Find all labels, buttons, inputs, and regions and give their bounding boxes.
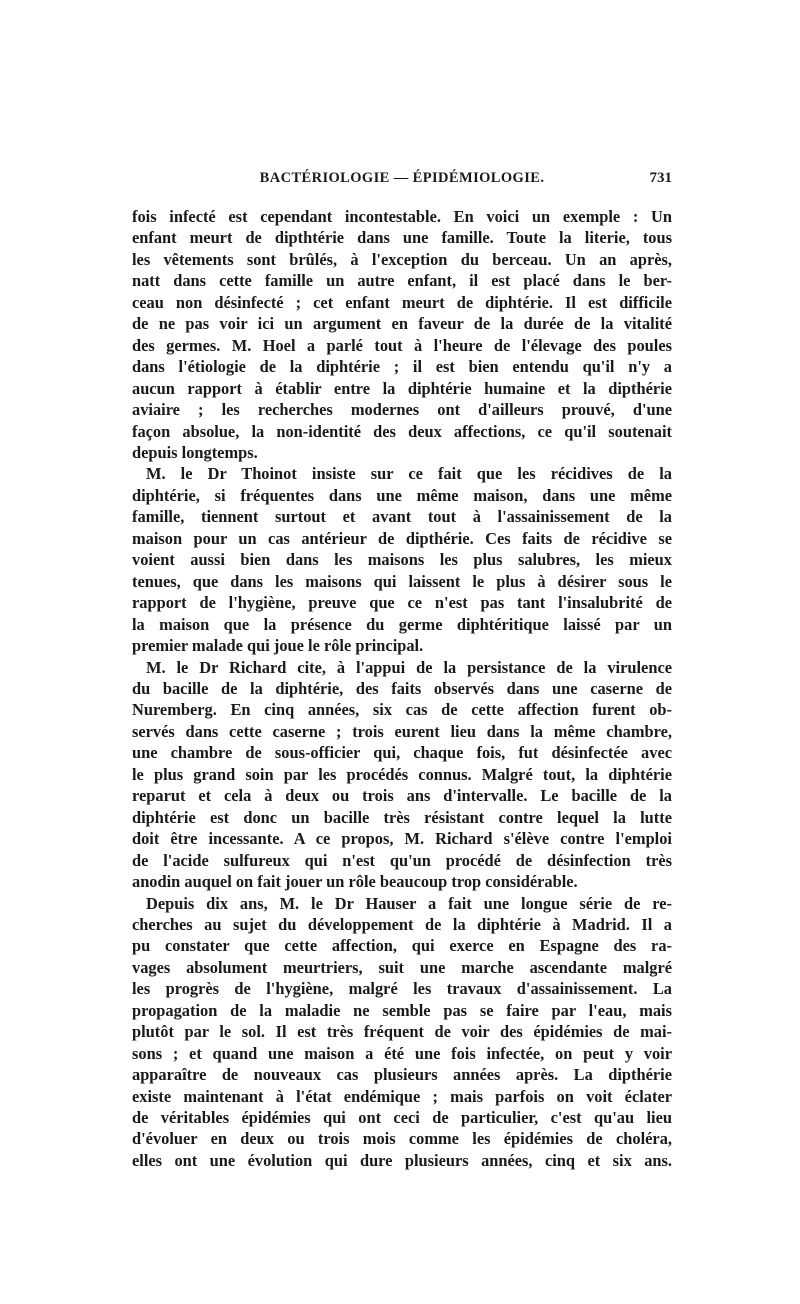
- text-line: famille, tiennent surtout et avant tout à l'assainissement de la: [132, 507, 672, 527]
- text-line: de ne pas voir ici un argument en faveur de la durée de la vitalité: [132, 314, 672, 334]
- text-line: doit être incessante. A ce propos, M. Richard s'élève contre l'emploi: [132, 829, 672, 849]
- text-line: Depuis dix ans, M. le Dr Hauser a fait une longue série de re-: [146, 893, 672, 913]
- text-line: propagation de la maladie ne semble pas se faire par l'eau, mais: [132, 1000, 672, 1020]
- text-line: servés dans cette caserne ; trois eurent lieu dans la même chambre,: [132, 721, 672, 741]
- text-line: vages absolument meurtriers, suit une marche ascendante malgré: [132, 957, 672, 977]
- text-line: plutôt par le sol. Il est très fréquent de voir des épidémies de mai-: [132, 1022, 672, 1042]
- text-line: M. le Dr Thoinot insiste sur ce fait que les récidives de la: [146, 464, 672, 484]
- text-line: elles ont une évolution qui dure plusieurs années, cinq et six ans.: [132, 1150, 672, 1170]
- text-line: fois infecté est cependant incontestable. En voici un exemple : Un: [132, 207, 672, 226]
- text-line: voient aussi bien dans les maisons les plus salubres, les mieux: [132, 550, 672, 570]
- paragraph-2: [132, 463, 672, 656]
- text-line: sons ; et quand une maison a été une fois infectée, on peut y voir: [132, 1043, 672, 1063]
- text-line: enfant meurt de dipthtérie dans une famille. Toute la literie, tous: [132, 228, 672, 248]
- text-line: pu constater que cette affection, qui exerce en Espagne des ra-: [132, 936, 672, 956]
- text-line: tenues, que dans les maisons qui laissent le plus à désirer sous le: [132, 571, 672, 591]
- text-line: apparaître de nouveaux cas plusieurs années après. La dipthérie: [132, 1065, 672, 1085]
- body-text: [132, 206, 672, 1171]
- text-line: le plus grand soin par les procédés connus. Malgré tout, la diphtérie: [132, 764, 672, 784]
- book-page: [132, 170, 672, 1171]
- text-line: des germes. M. Hoel a parlé tout à l'heure de l'élevage des poules: [132, 335, 672, 355]
- paragraph-3: [132, 657, 672, 893]
- text-line: cherches au sujet du développement de la diphtérie à Madrid. Il a: [132, 914, 672, 934]
- text-line: existe maintenant à l'état endémique ; mais parfois on voit éclater: [132, 1086, 672, 1106]
- paragraph-4: [132, 893, 672, 1172]
- text-line: de l'acide sulfureux qui n'est qu'un procédé de désinfection très: [132, 850, 672, 870]
- text-line: d'évoluer en deux ou trois mois comme les épidémies de choléra,: [132, 1129, 672, 1149]
- text-line: dans l'étiologie de la diphtérie ; il est bien entendu qu'il n'y a: [132, 357, 672, 377]
- text-line: ceau non désinfecté ; cet enfant meurt de diphtérie. Il est difficile: [132, 292, 672, 312]
- page-number: 731: [649, 170, 672, 186]
- text-line: maison pour un cas antérieur de dipthérie. Ces faits de récidive se: [132, 528, 672, 548]
- text-line: une chambre de sous-officier qui, chaque fois, fut désinfectée avec: [132, 743, 672, 763]
- text-line: Nuremberg. En cinq années, six cas de cette affection furent ob-: [132, 700, 672, 720]
- text-line: rapport de l'hygiène, preuve que ce n'est pas tant l'insalubrité de: [132, 593, 672, 613]
- text-line: premier malade qui joue le rôle principal.: [132, 636, 424, 656]
- text-line: M. le Dr Richard cite, à l'appui de la persistance de la virulence: [146, 657, 672, 677]
- running-head: BACTÉRIOLOGIE — ÉPIDÉMIOLOGIE.: [259, 170, 545, 186]
- text-line: anodin auquel on fait jouer un rôle beaucoup trop considérable.: [132, 872, 578, 892]
- paragraph-1: [132, 206, 672, 463]
- text-line: de véritables épidémies qui ont ceci de particulier, c'est qu'au lieu: [132, 1108, 672, 1128]
- text-line: diphtérie est donc un bacille très résistant contre lequel la lutte: [132, 807, 672, 827]
- text-line: façon absolue, la non-identité des deux affections, ce qu'il soutenait: [132, 421, 672, 441]
- page-header: [132, 170, 672, 192]
- text-line: reparut et cela à deux ou trois ans d'intervalle. Le bacille de la: [132, 786, 672, 806]
- text-line: aucun rapport à établir entre la diphtérie humaine et la dipthérie: [132, 378, 672, 398]
- text-line: les progrès de l'hygiène, malgré les travaux d'assainissement. La: [132, 979, 672, 999]
- text-line: natt dans cette famille un autre enfant, il est placé dans le ber-: [132, 271, 672, 291]
- text-line: du bacille de la diphtérie, des faits observés dans une caserne de: [132, 678, 672, 698]
- text-line: les vêtements sont brûlés, à l'exception du berceau. Un an après,: [132, 249, 672, 269]
- text-line: diphtérie, si fréquentes dans une même maison, dans une même: [132, 485, 672, 505]
- text-line: aviaire ; les recherches modernes ont d'ailleurs prouvé, d'une: [132, 400, 672, 420]
- text-line: la maison que la présence du germe diphtéritique laissé par un: [132, 614, 672, 634]
- text-line: depuis longtemps.: [132, 442, 258, 462]
